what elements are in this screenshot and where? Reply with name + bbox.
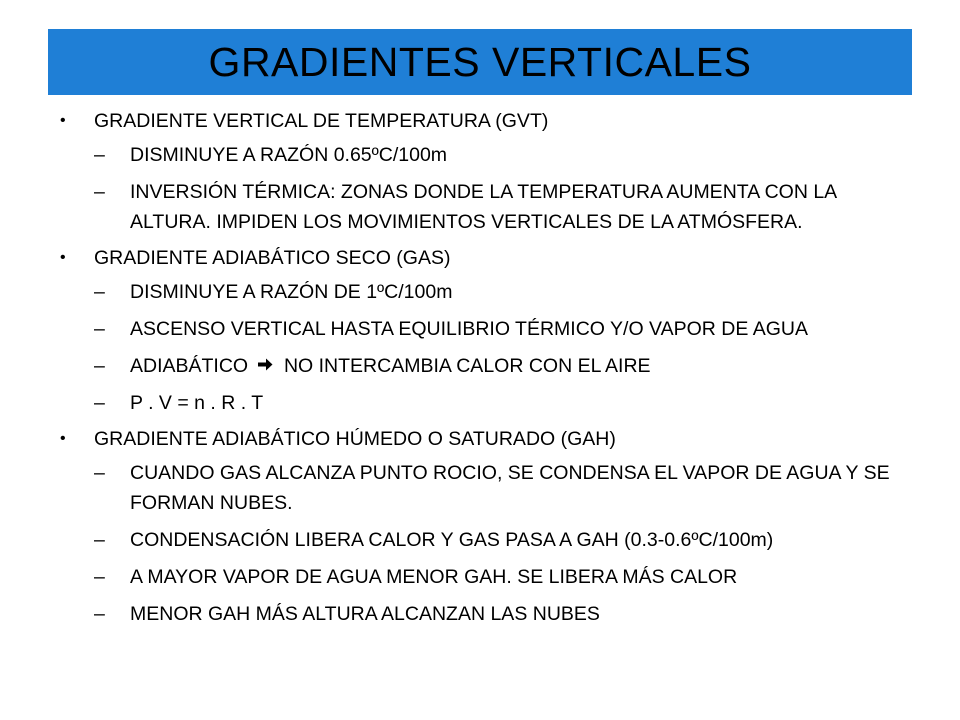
- sub-item-text: DISMINUYE A RAZÓN DE 1ºC/100m: [130, 281, 453, 303]
- sub-list: [94, 277, 910, 418]
- sub-item-text: ADIABÁTICO: [130, 355, 249, 377]
- dash-icon: –: [94, 462, 105, 484]
- sub-item: [94, 562, 910, 592]
- section-gvt: [60, 106, 910, 237]
- section-heading: GRADIENTE ADIABÁTICO HÚMEDO O SATURADO (GAH): [94, 428, 616, 450]
- dash-icon: –: [94, 566, 105, 588]
- slide-title: GRADIENTES VERTICALES: [208, 38, 752, 85]
- sub-item-text: P . V = n . R . T: [130, 392, 264, 414]
- content-list: [60, 106, 910, 629]
- dash-icon: –: [94, 603, 105, 625]
- sub-item-text: CONDENSACIÓN LIBERA CALOR Y GAS PASA A GAH (0.3-0.6ºC/100m): [130, 529, 774, 551]
- sub-item: [94, 525, 910, 555]
- sub-item: [94, 177, 910, 237]
- sub-item-text: CUANDO GAS ALCANZA PUNTO ROCIO, SE CONDENSA EL VAPOR DE AGUA Y SE FORMAN NUBES.: [130, 462, 890, 514]
- sub-item-text: A MAYOR VAPOR DE AGUA MENOR GAH. SE LIBERA MÁS CALOR: [130, 566, 738, 588]
- sub-list: [94, 458, 910, 629]
- bullet-icon: •: [60, 249, 66, 266]
- sub-list: [94, 140, 910, 237]
- sub-item-text: INVERSIÓN TÉRMICA: ZONAS DONDE LA TEMPERATURA AUMENTA CON LA ALTURA. IMPIDEN LOS MOVIMIENTOS VERTICALES DE LA ATMÓSFERA.: [130, 181, 837, 233]
- bullet-icon: •: [60, 112, 66, 129]
- sub-item: [94, 140, 910, 170]
- dash-icon: –: [94, 318, 105, 340]
- dash-icon: –: [94, 281, 105, 303]
- sub-item: [94, 351, 910, 381]
- arrow-right-icon: [258, 351, 273, 381]
- dash-icon: –: [94, 355, 105, 377]
- sub-item: [94, 277, 910, 307]
- sub-item-text: DISMINUYE A RAZÓN 0.65ºC/100m: [130, 144, 448, 166]
- dash-icon: –: [94, 529, 105, 551]
- section-heading: GRADIENTE VERTICAL DE TEMPERATURA (GVT): [94, 110, 549, 132]
- sub-item: [94, 388, 910, 418]
- sub-item: [94, 314, 910, 344]
- dash-icon: –: [94, 181, 105, 203]
- bullet-icon: •: [60, 430, 66, 447]
- section-heading: GRADIENTE ADIABÁTICO SECO (GAS): [94, 247, 451, 269]
- dash-icon: –: [94, 144, 105, 166]
- sub-item-text: NO INTERCAMBIA CALOR CON EL AIRE: [283, 355, 651, 377]
- sub-item-text: MENOR GAH MÁS ALTURA ALCANZAN LAS NUBES: [130, 603, 600, 625]
- dash-icon: –: [94, 392, 105, 414]
- sub-item-text: ASCENSO VERTICAL HASTA EQUILIBRIO TÉRMICO Y/O VAPOR DE AGUA: [130, 318, 808, 340]
- section-gas: [60, 243, 910, 418]
- title-bar: [48, 29, 912, 95]
- section-gah: [60, 424, 910, 629]
- sub-item: [94, 599, 910, 629]
- sub-item: [94, 458, 910, 518]
